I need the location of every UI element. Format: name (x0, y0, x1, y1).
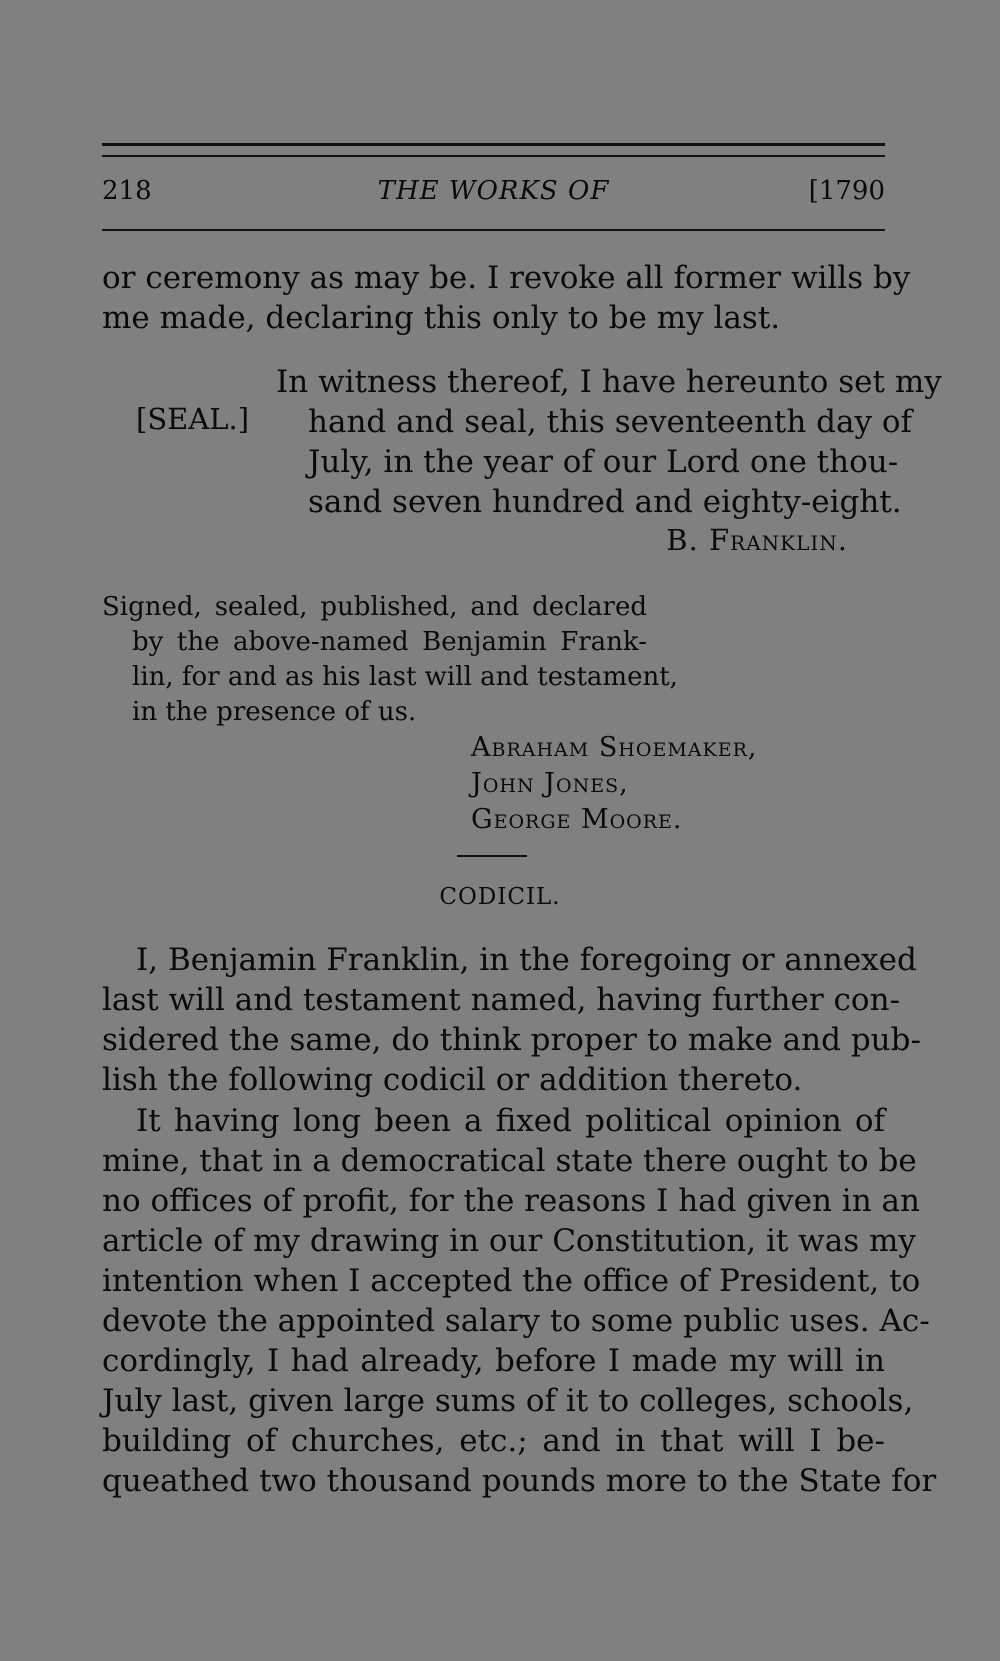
codicil-p1-line-1: I, Benjamin Franklin, in the foregoing or annexed (136, 942, 917, 978)
attestation-line-1: In witness thereof, I have hereunto set my (276, 364, 942, 400)
declaration-line-4: in the presence of us. (132, 697, 417, 727)
witness-1: Abraham Shoemaker, (471, 732, 758, 763)
declaration-line-1: Signed, sealed, published, and declared (102, 592, 647, 622)
header-year: [1790 (808, 176, 885, 206)
opening-line-1: or ceremony as may be. I revoke all former wills by (102, 260, 911, 296)
section-divider (457, 855, 527, 857)
codicil-p2-line-6: devote the appointed salary to some public uses. Ac- (102, 1303, 930, 1339)
signature: B. Franklin. (666, 523, 848, 557)
codicil-p1-line-4: lish the following codicil or addition thereto. (102, 1062, 803, 1098)
codicil-p1-line-2: last will and testament named, having further con- (102, 982, 901, 1018)
running-header (102, 176, 885, 216)
witness-3: George Moore. (471, 804, 683, 835)
codicil-p2-line-9: building of churches, etc.; and in that will I be- (102, 1423, 885, 1459)
top-rule-thick (102, 143, 885, 146)
witness-2: John Jones, (471, 768, 629, 799)
codicil-p2-line-3: no offices of profit, for the reasons I had given in an (102, 1183, 920, 1219)
attestation-line-2: hand and seal, this seventeenth day of (308, 404, 913, 440)
opening-line-2: me made, declaring this only to be my last. (102, 300, 781, 336)
top-rule-thin (102, 155, 885, 157)
codicil-p2-line-5: intention when I accepted the office of President, to (102, 1263, 921, 1299)
running-title: THE WORKS OF (377, 176, 610, 206)
header-rule (102, 229, 885, 231)
codicil-p2-line-8: July last, given large sums of it to colleges, schools, (102, 1383, 914, 1419)
codicil-p1-line-3: sidered the same, do think proper to make and pub- (102, 1022, 921, 1058)
codicil-p2-line-7: cordingly, I had already, before I made my will in (102, 1343, 885, 1379)
attestation-line-4: sand seven hundred and eighty-eight. (308, 484, 902, 520)
seal-mark: [SEAL.] (136, 402, 250, 436)
codicil-p2-line-10: queathed two thousand pounds more to the State for (102, 1463, 937, 1499)
page-number: 218 (102, 176, 152, 206)
codicil-p2-line-4: article of my drawing in our Constitution, it was my (102, 1223, 916, 1259)
codicil-p2-line-1: It having long been a fixed political opinion of (136, 1103, 885, 1139)
attestation-line-3: July, in the year of our Lord one thou- (308, 444, 899, 480)
codicil-p2-line-2: mine, that in a democratical state there ought to be (102, 1143, 917, 1179)
declaration-line-2: by the above-named Benjamin Frank- (132, 627, 647, 657)
declaration-line-3: lin, for and as his last will and testament, (132, 662, 678, 692)
codicil-heading: CODICIL. (439, 884, 561, 910)
